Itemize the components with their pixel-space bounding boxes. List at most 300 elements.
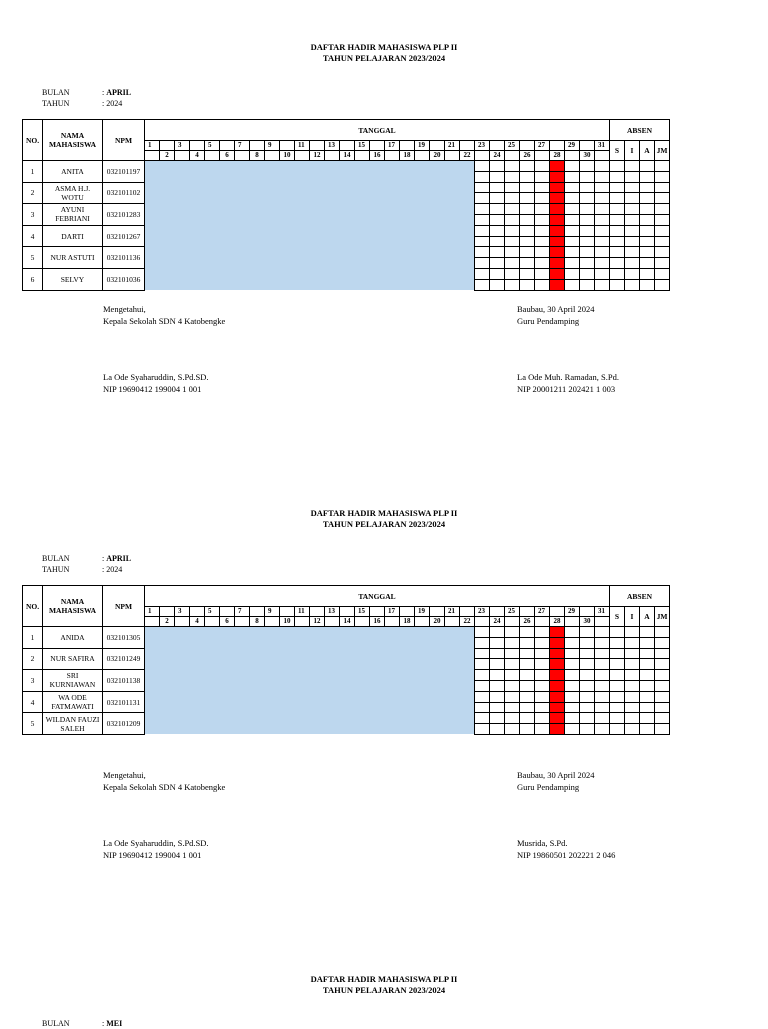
day-number-even — [265, 617, 280, 627]
day-number-even — [235, 151, 250, 161]
student-npm: 032101102 — [103, 182, 145, 204]
day-number-odd — [520, 141, 535, 151]
sign-left-top-2 — [103, 769, 225, 793]
day-number-even: 12 — [310, 151, 325, 161]
absen-cell — [655, 637, 670, 648]
holiday-cell — [550, 268, 565, 279]
day-number-odd — [460, 607, 475, 617]
sign-left-line1: Mengetahui, — [103, 770, 146, 780]
day-cell — [475, 713, 490, 724]
student-name: SELVY — [43, 268, 103, 290]
day-number-even: 2 — [160, 151, 175, 161]
day-number-even — [295, 617, 310, 627]
day-cell — [535, 670, 550, 681]
day-cell — [595, 214, 610, 225]
day-cell — [475, 214, 490, 225]
day-cell — [580, 161, 595, 172]
day-number-odd: 7 — [235, 141, 250, 151]
holiday-cell — [550, 204, 565, 215]
day-number-even: 16 — [370, 151, 385, 161]
day-number-even — [175, 617, 190, 627]
day-number-even — [595, 617, 610, 627]
day-cell — [565, 637, 580, 648]
day-cell — [565, 279, 580, 290]
day-number-odd — [190, 141, 205, 151]
absen-cell — [625, 247, 640, 258]
day-cell — [505, 214, 520, 225]
day-number-even — [205, 617, 220, 627]
absen-cell — [655, 161, 670, 172]
attendance-fill-area — [145, 161, 475, 291]
day-cell — [505, 713, 520, 724]
day-cell — [505, 279, 520, 290]
day-cell — [505, 247, 520, 258]
absen-cell — [640, 713, 655, 724]
student-npm: 032101305 — [103, 627, 145, 649]
day-cell — [490, 193, 505, 204]
day-cell — [520, 225, 535, 236]
day-cell — [505, 670, 520, 681]
header-tanggal: TANGGAL — [145, 120, 610, 141]
day-number-odd: 27 — [535, 607, 550, 617]
day-number-odd: 13 — [325, 141, 340, 151]
day-cell — [535, 637, 550, 648]
day-number-even — [475, 617, 490, 627]
day-number-even: 20 — [430, 151, 445, 161]
day-cell — [535, 680, 550, 691]
absen-cell — [610, 627, 625, 638]
sign-right-line2: Guru Pendamping — [517, 782, 580, 792]
day-number-odd — [160, 607, 175, 617]
absen-cell — [655, 182, 670, 193]
day-cell — [580, 279, 595, 290]
student-npm: 032101138 — [103, 670, 145, 692]
day-cell — [535, 171, 550, 182]
absen-cell — [625, 161, 640, 172]
row-no: 5 — [23, 247, 43, 269]
day-cell — [490, 214, 505, 225]
sign-left-bottom-2 — [103, 837, 209, 861]
day-number-odd: 31 — [595, 141, 610, 151]
day-cell — [535, 627, 550, 638]
day-number-odd: 23 — [475, 141, 490, 151]
day-number-odd: 27 — [535, 141, 550, 151]
day-cell — [580, 247, 595, 258]
sign-right-nip: NIP 20001211 202421 1 003 — [517, 384, 616, 394]
absen-cell — [640, 637, 655, 648]
day-cell — [490, 680, 505, 691]
day-cell — [595, 247, 610, 258]
absen-cell — [640, 659, 655, 670]
student-npm: 032101136 — [103, 247, 145, 269]
day-number-even — [325, 151, 340, 161]
tahun-value: 2024 — [106, 565, 123, 574]
absen-cell — [655, 279, 670, 290]
day-cell — [520, 637, 535, 648]
day-number-odd — [250, 141, 265, 151]
header-nama: NAMA MAHASISWA — [43, 586, 103, 627]
day-cell — [565, 659, 580, 670]
student-name: ANITA — [43, 161, 103, 183]
absen-cell — [610, 247, 625, 258]
day-cell — [535, 182, 550, 193]
header-absen-s: S — [610, 607, 625, 627]
day-cell — [490, 702, 505, 713]
header-absen-a: A — [640, 141, 655, 161]
day-cell — [595, 713, 610, 724]
day-number-even — [535, 151, 550, 161]
day-cell — [595, 680, 610, 691]
day-cell — [535, 225, 550, 236]
header-absen-jm: JM — [655, 141, 670, 161]
day-number-even: 10 — [280, 617, 295, 627]
attendance-table-1 — [22, 119, 670, 291]
absen-cell — [625, 236, 640, 247]
absen-cell — [625, 702, 640, 713]
day-number-even — [325, 617, 340, 627]
day-cell — [520, 258, 535, 269]
day-number-even: 8 — [250, 617, 265, 627]
absen-cell — [610, 648, 625, 659]
day-cell — [535, 258, 550, 269]
day-number-odd: 19 — [415, 607, 430, 617]
day-number-even — [505, 151, 520, 161]
day-cell — [595, 258, 610, 269]
day-cell — [580, 648, 595, 659]
day-number-odd: 15 — [355, 141, 370, 151]
day-cell — [490, 279, 505, 290]
day-cell — [475, 279, 490, 290]
day-cell — [475, 171, 490, 182]
day-number-even: 28 — [550, 617, 565, 627]
day-cell — [580, 182, 595, 193]
day-cell — [490, 659, 505, 670]
meta-1: BULAN : APRIL TAHUN : 2024 — [42, 88, 132, 108]
day-cell — [490, 627, 505, 638]
day-number-odd — [340, 607, 355, 617]
day-cell — [565, 724, 580, 735]
student-name: WILDAN FAUZI SALEH — [43, 713, 103, 735]
absen-cell — [655, 702, 670, 713]
day-number-odd: 25 — [505, 607, 520, 617]
sign-left-nip: NIP 19690412 199004 1 001 — [103, 384, 202, 394]
day-cell — [490, 648, 505, 659]
day-cell — [490, 204, 505, 215]
day-number-odd: 11 — [295, 141, 310, 151]
sign-left-bottom-1 — [103, 371, 209, 395]
day-number-odd: 29 — [565, 607, 580, 617]
absen-cell — [655, 724, 670, 735]
day-number-even: 18 — [400, 151, 415, 161]
day-cell — [535, 713, 550, 724]
day-number-even: 8 — [250, 151, 265, 161]
absen-cell — [640, 225, 655, 236]
day-number-even: 22 — [460, 151, 475, 161]
day-cell — [520, 702, 535, 713]
day-cell — [520, 724, 535, 735]
day-cell — [565, 713, 580, 724]
day-cell — [520, 627, 535, 638]
day-cell — [565, 268, 580, 279]
holiday-cell — [550, 724, 565, 735]
absen-cell — [610, 279, 625, 290]
day-number-even: 2 — [160, 617, 175, 627]
absen-cell — [610, 702, 625, 713]
absen-cell — [610, 182, 625, 193]
absen-cell — [625, 225, 640, 236]
day-number-even: 28 — [550, 151, 565, 161]
day-number-even: 18 — [400, 617, 415, 627]
day-number-odd — [400, 607, 415, 617]
absen-cell — [610, 724, 625, 735]
absen-cell — [640, 680, 655, 691]
bulan-label: BULAN — [42, 1019, 70, 1028]
day-cell — [520, 204, 535, 215]
holiday-cell — [550, 247, 565, 258]
day-number-odd — [490, 141, 505, 151]
day-cell — [580, 171, 595, 182]
day-cell — [580, 713, 595, 724]
row-no: 4 — [23, 691, 43, 713]
day-number-odd: 17 — [385, 141, 400, 151]
day-number-even — [265, 151, 280, 161]
absen-cell — [655, 627, 670, 638]
day-cell — [490, 247, 505, 258]
header-absen-a: A — [640, 607, 655, 627]
absen-cell — [640, 171, 655, 182]
absen-cell — [625, 214, 640, 225]
tahun-label: TAHUN — [42, 565, 70, 574]
absen-cell — [655, 247, 670, 258]
day-cell — [475, 268, 490, 279]
day-cell — [505, 680, 520, 691]
header-absen-jm: JM — [655, 607, 670, 627]
day-number-even: 6 — [220, 617, 235, 627]
tahun-label: TAHUN — [42, 99, 70, 108]
holiday-cell — [550, 193, 565, 204]
day-number-odd: 29 — [565, 141, 580, 151]
student-npm: 032101267 — [103, 225, 145, 247]
bulan-value: APRIL — [106, 88, 132, 97]
day-cell — [505, 193, 520, 204]
absen-cell — [655, 680, 670, 691]
day-number-even — [445, 151, 460, 161]
day-cell — [520, 648, 535, 659]
absen-cell — [655, 225, 670, 236]
doc-title: DAFTAR HADIR MAHASISWA PLP II — [310, 508, 458, 518]
day-cell — [535, 204, 550, 215]
doc-subtitle: TAHUN PELAJARAN 2023/2024 — [322, 53, 446, 63]
holiday-cell — [550, 171, 565, 182]
table-row — [23, 161, 670, 172]
day-number-odd — [280, 607, 295, 617]
day-cell — [505, 161, 520, 172]
student-npm: 032101209 — [103, 713, 145, 735]
day-number-odd — [430, 141, 445, 151]
day-number-odd — [220, 607, 235, 617]
day-cell — [535, 724, 550, 735]
day-number-odd: 11 — [295, 607, 310, 617]
student-npm: 032101036 — [103, 268, 145, 290]
holiday-cell — [550, 214, 565, 225]
day-cell — [505, 236, 520, 247]
day-number-even: 24 — [490, 617, 505, 627]
day-cell — [565, 204, 580, 215]
holiday-cell — [550, 637, 565, 648]
absen-cell — [655, 691, 670, 702]
day-number-odd — [370, 607, 385, 617]
day-number-odd — [490, 607, 505, 617]
day-number-odd: 17 — [385, 607, 400, 617]
day-number-odd: 25 — [505, 141, 520, 151]
day-number-odd: 13 — [325, 607, 340, 617]
day-cell — [595, 193, 610, 204]
day-number-even — [475, 151, 490, 161]
day-number-odd — [520, 607, 535, 617]
day-number-odd: 9 — [265, 141, 280, 151]
sign-left-name: La Ode Syaharuddin, S.Pd.SD. — [103, 838, 209, 848]
day-number-odd — [550, 607, 565, 617]
holiday-cell — [550, 648, 565, 659]
day-cell — [565, 258, 580, 269]
sign-right-line2: Guru Pendamping — [517, 316, 580, 326]
absen-cell — [625, 171, 640, 182]
day-cell — [520, 713, 535, 724]
day-number-odd: 19 — [415, 141, 430, 151]
student-name: WA ODE FATMAWATI — [43, 691, 103, 713]
day-cell — [520, 680, 535, 691]
holiday-cell — [550, 161, 565, 172]
absen-cell — [640, 236, 655, 247]
absen-cell — [640, 214, 655, 225]
day-number-even: 14 — [340, 617, 355, 627]
day-cell — [490, 171, 505, 182]
day-cell — [580, 214, 595, 225]
holiday-cell — [550, 225, 565, 236]
sign-left-line2: Kepala Sekolah SDN 4 Katobengke — [103, 316, 226, 326]
day-cell — [475, 161, 490, 172]
day-cell — [520, 247, 535, 258]
day-cell — [595, 724, 610, 735]
day-cell — [580, 680, 595, 691]
day-number-even — [565, 617, 580, 627]
day-cell — [520, 236, 535, 247]
bulan-value: MEI — [106, 1019, 123, 1028]
day-cell — [490, 258, 505, 269]
absen-cell — [625, 637, 640, 648]
day-number-even: 4 — [190, 151, 205, 161]
sign-left-name: La Ode Syaharuddin, S.Pd.SD. — [103, 372, 209, 382]
day-cell — [565, 680, 580, 691]
day-number-even: 24 — [490, 151, 505, 161]
day-number-odd: 5 — [205, 607, 220, 617]
absen-cell — [655, 171, 670, 182]
absen-cell — [655, 204, 670, 215]
absen-cell — [640, 204, 655, 215]
holiday-cell — [550, 182, 565, 193]
day-cell — [565, 691, 580, 702]
student-npm: 032101249 — [103, 648, 145, 670]
absen-cell — [640, 182, 655, 193]
day-cell — [595, 637, 610, 648]
absen-cell — [640, 724, 655, 735]
day-cell — [505, 724, 520, 735]
day-cell — [580, 204, 595, 215]
day-cell — [520, 659, 535, 670]
day-cell — [505, 204, 520, 215]
day-number-odd: 23 — [475, 607, 490, 617]
day-number-odd: 1 — [145, 607, 160, 617]
absen-cell — [625, 648, 640, 659]
day-cell — [565, 702, 580, 713]
day-cell — [505, 268, 520, 279]
day-cell — [595, 182, 610, 193]
day-cell — [565, 670, 580, 681]
day-number-odd — [190, 607, 205, 617]
day-cell — [505, 171, 520, 182]
day-number-even — [445, 617, 460, 627]
header-npm: NPM — [103, 586, 145, 627]
day-cell — [490, 724, 505, 735]
student-name: DARTI — [43, 225, 103, 247]
day-cell — [475, 637, 490, 648]
day-cell — [595, 204, 610, 215]
day-cell — [475, 236, 490, 247]
day-number-odd — [220, 141, 235, 151]
day-number-odd — [370, 141, 385, 151]
sign-right-bottom-2 — [517, 837, 615, 861]
absen-cell — [610, 258, 625, 269]
day-number-odd — [580, 141, 595, 151]
day-cell — [535, 193, 550, 204]
day-cell — [595, 670, 610, 681]
row-no: 6 — [23, 268, 43, 290]
holiday-cell — [550, 691, 565, 702]
doc-subtitle: TAHUN PELAJARAN 2023/2024 — [322, 519, 446, 529]
header-no: NO. — [23, 120, 43, 161]
meta-3: BULAN : MEI — [42, 1019, 123, 1028]
day-number-even: 20 — [430, 617, 445, 627]
day-cell — [490, 161, 505, 172]
day-cell — [520, 691, 535, 702]
day-cell — [595, 648, 610, 659]
day-cell — [580, 193, 595, 204]
absen-cell — [625, 258, 640, 269]
day-number-odd — [310, 141, 325, 151]
day-number-odd — [550, 141, 565, 151]
holiday-cell — [550, 258, 565, 269]
meta-2: BULAN : APRIL TAHUN : 2024 — [42, 554, 132, 574]
absen-cell — [610, 214, 625, 225]
absen-cell — [610, 236, 625, 247]
day-number-even — [295, 151, 310, 161]
student-name: ASMA H.J. WOTU — [43, 182, 103, 204]
day-cell — [475, 659, 490, 670]
sign-right-top-2 — [517, 769, 594, 793]
day-cell — [490, 225, 505, 236]
day-cell — [595, 691, 610, 702]
day-number-even: 22 — [460, 617, 475, 627]
absen-cell — [625, 627, 640, 638]
absen-cell — [640, 193, 655, 204]
day-cell — [505, 225, 520, 236]
student-name: SRI KURNIAWAN — [43, 670, 103, 692]
absen-cell — [655, 193, 670, 204]
day-cell — [580, 627, 595, 638]
day-cell — [475, 225, 490, 236]
day-cell — [520, 268, 535, 279]
absen-cell — [610, 637, 625, 648]
